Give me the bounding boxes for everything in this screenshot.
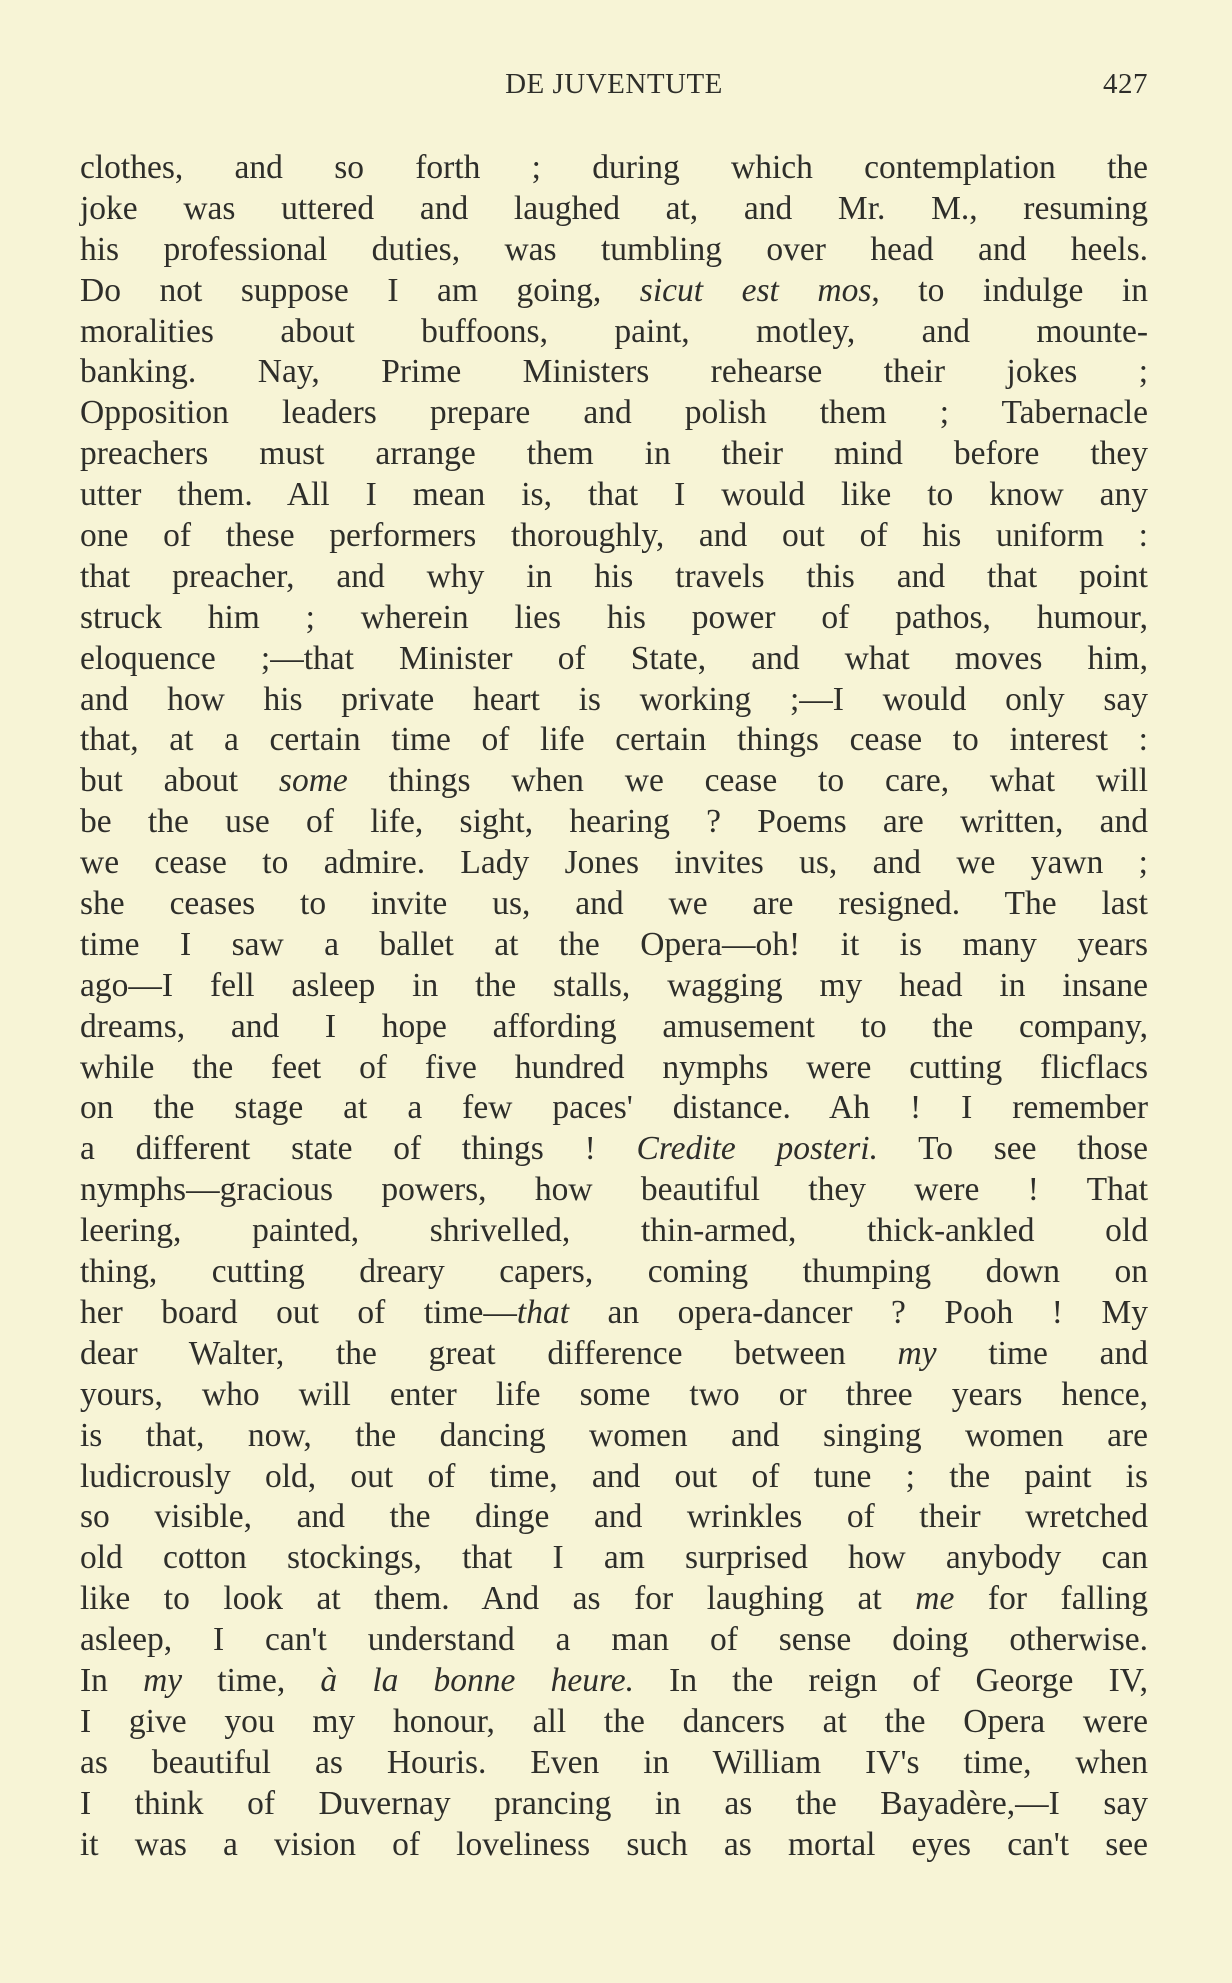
text-line: yours, who will enter life some two or three years hence, (80, 1375, 1148, 1413)
text-line: preachers must arrange them in their mind before they (80, 435, 1148, 473)
text-line: be the use of life, sight, hearing ? Poems are written, and (80, 803, 1148, 841)
running-header (80, 68, 1148, 112)
text-line: she ceases to invite us, and we are resigned. The last (80, 885, 1148, 923)
text-line: thing, cutting dreary capers, coming thumping down on (80, 1253, 1148, 1291)
text-line: joke was uttered and laughed at, and Mr. M., resuming (80, 189, 1148, 227)
text-line: that, at a certain time of life certain things cease to interest : (80, 721, 1148, 759)
text-line: banking. Nay, Prime Ministers rehearse their jokes ; (80, 353, 1148, 391)
text-line: and how his private heart is working ;—I would only say (80, 680, 1148, 718)
text-line: as beautiful as Houris. Even in William IV's time, when (80, 1743, 1148, 1781)
text-line: we cease to admire. Lady Jones invites us, and we yawn ; (80, 844, 1148, 882)
text-line: Do not suppose I am going, sicut est mos, to indulge in (80, 271, 1148, 309)
text-line: a different state of things ! Credite posteri. To see those (80, 1130, 1148, 1168)
text-line: ago—I fell asleep in the stalls, wagging my head in insane (80, 966, 1148, 1004)
text-line: that preacher, and why in his travels this and that point (80, 557, 1148, 595)
text-line: eloquence ;—that Minister of State, and what moves him, (80, 639, 1148, 677)
text-line: clothes, and so forth ; during which contemplation the (80, 149, 1148, 186)
text-line: struck him ; wherein lies his power of pathos, humour, (80, 598, 1148, 636)
text-line: but about some things when we cease to care, what will (80, 762, 1148, 800)
text-line: while the feet of five hundred nymphs were cutting flicflacs (80, 1048, 1148, 1086)
text-line: one of these performers thoroughly, and out of his uniform : (80, 517, 1148, 555)
text-line: on the stage at a few paces' distance. Ah ! I remember (80, 1089, 1148, 1127)
text-line: time I saw a ballet at the Opera—oh! it is many years (80, 925, 1148, 963)
text-line: nymphs—gracious powers, how beautiful they were ! That (80, 1171, 1148, 1209)
page-number: 427 (1103, 68, 1148, 100)
text-line: is that, now, the dancing women and singing women are (80, 1416, 1148, 1454)
text-line: utter them. All I mean is, that I would like to know any (80, 476, 1148, 514)
text-line: dear Walter, the great difference between my time and (80, 1334, 1148, 1372)
text-line: so visible, and the dinge and wrinkles of their wretched (80, 1498, 1148, 1536)
text-line: it was a vision of loveliness such as mortal eyes can't see (80, 1825, 1148, 1863)
text-line: moralities about buffoons, paint, motley, and mounte- (80, 312, 1148, 350)
text-line: Opposition leaders prepare and polish them ; Tabernacle (80, 394, 1148, 432)
text-line: leering, painted, shrivelled, thin-armed, thick-ankled old (80, 1212, 1148, 1250)
text-line: dreams, and I hope affording amusement to the company, (80, 1007, 1148, 1045)
body-text (80, 148, 1148, 1865)
running-title: DE JUVENTUTE (505, 68, 723, 100)
text-line: I think of Duvernay prancing in as the Bayadère,—I say (80, 1784, 1148, 1822)
text-line: his professional duties, was tumbling over head and heels. (80, 230, 1148, 268)
text-line: like to look at them. And as for laughing at me for falling (80, 1580, 1149, 1618)
text-line: her board out of time—that an opera-dancer ? Pooh ! My (80, 1293, 1149, 1331)
text-line: I give you my honour, all the dancers at the Opera were (80, 1702, 1148, 1740)
text-line: old cotton stockings, that I am surprised how anybody can (80, 1539, 1148, 1577)
text-line: In my time, à la bonne heure. In the reign of George IV, (80, 1661, 1148, 1699)
text-line: ludicrously old, out of time, and out of tune ; the paint is (80, 1457, 1148, 1495)
text-line: asleep, I can't understand a man of sense doing otherwise. (80, 1621, 1148, 1659)
